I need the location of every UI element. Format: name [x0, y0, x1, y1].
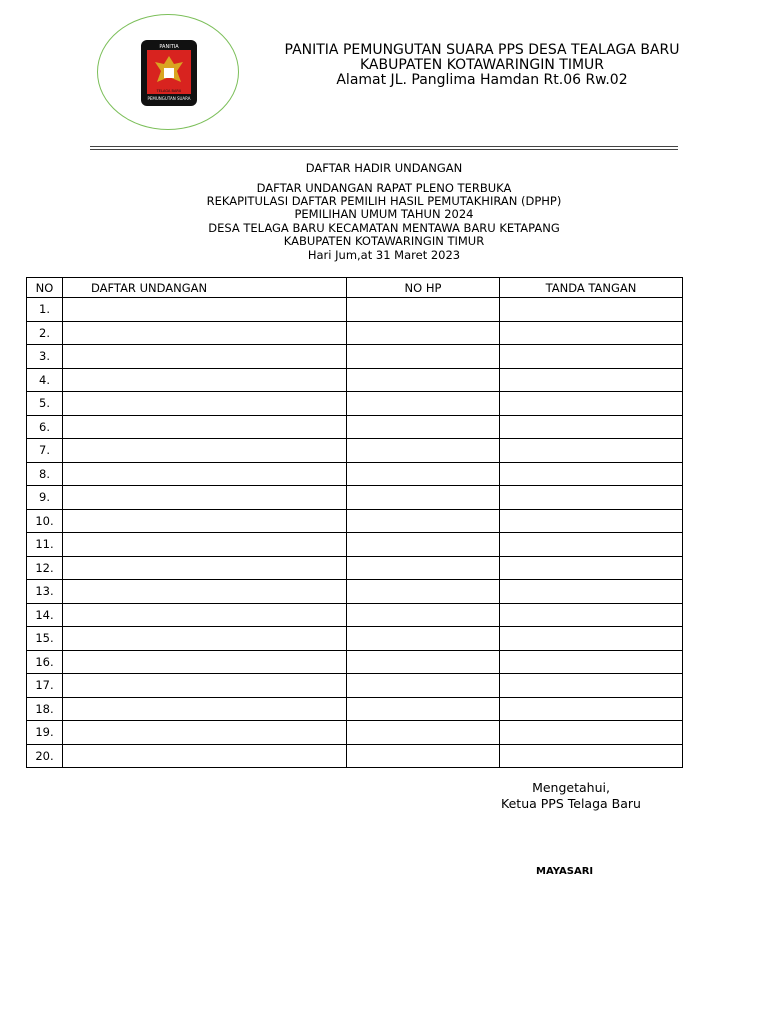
- signature-cell[interactable]: [500, 345, 683, 369]
- invitee-name-cell[interactable]: [63, 533, 347, 557]
- signature-cell[interactable]: [500, 462, 683, 486]
- table-row: [27, 744, 683, 768]
- row-number: 13.: [27, 580, 63, 604]
- phone-number-cell[interactable]: [347, 486, 500, 510]
- invitee-name-cell[interactable]: [63, 368, 347, 392]
- signature-cell[interactable]: [500, 368, 683, 392]
- table-row: [27, 368, 683, 392]
- table-row: [27, 580, 683, 604]
- invitee-name-cell[interactable]: [63, 298, 347, 322]
- row-number: 18.: [27, 697, 63, 721]
- phone-number-cell[interactable]: [347, 298, 500, 322]
- garuda-emblem-icon: [141, 40, 197, 106]
- row-number: 10.: [27, 509, 63, 533]
- phone-number-cell[interactable]: [347, 556, 500, 580]
- header-regency: KABUPATEN KOTAWARINGIN TIMUR: [359, 57, 605, 73]
- invitee-name-cell[interactable]: [63, 721, 347, 745]
- invitee-name-cell[interactable]: [63, 674, 347, 698]
- phone-number-cell[interactable]: [347, 580, 500, 604]
- invitee-name-cell[interactable]: [63, 580, 347, 604]
- signature-cell[interactable]: [500, 533, 683, 557]
- signature-cell[interactable]: [500, 603, 683, 627]
- row-number: 17.: [27, 674, 63, 698]
- doc-title-line4: DESA TELAGA BARU KECAMATAN MENTAWA BARU KETAPANG: [208, 221, 560, 235]
- table-row: [27, 674, 683, 698]
- invitee-name-cell[interactable]: [63, 392, 347, 416]
- doc-heading: DAFTAR HADIR UNDANGAN: [305, 161, 463, 175]
- signature-cell[interactable]: [500, 650, 683, 674]
- doc-title-line1: DAFTAR UNDANGAN RAPAT PLENO TERBUKA: [256, 181, 512, 195]
- logo-text-top: PANITIA: [159, 44, 179, 50]
- table-row: [27, 697, 683, 721]
- phone-number-cell[interactable]: [347, 603, 500, 627]
- invitee-name-cell[interactable]: [63, 650, 347, 674]
- signature-cell[interactable]: [500, 392, 683, 416]
- doc-date: Hari Jum,at 31 Maret 2023: [307, 248, 461, 262]
- signature-cell[interactable]: [500, 580, 683, 604]
- phone-number-cell[interactable]: [347, 697, 500, 721]
- row-number: 1.: [27, 298, 63, 322]
- row-number: 12.: [27, 556, 63, 580]
- signature-title: Ketua PPS Telaga Baru: [501, 796, 641, 811]
- col-header-phone: NO HP: [347, 278, 500, 298]
- header-rule-bottom: [90, 149, 678, 150]
- table-row: [27, 627, 683, 651]
- attendance-table-body: [27, 298, 683, 768]
- signature-cell[interactable]: [500, 697, 683, 721]
- table-row: [27, 415, 683, 439]
- signature-cell[interactable]: [500, 627, 683, 651]
- col-header-invitee: DAFTAR UNDANGAN: [63, 278, 347, 298]
- header-address: Alamat JL. Panglima Hamdan Rt.06 Rw.02: [336, 72, 628, 88]
- phone-number-cell[interactable]: [347, 415, 500, 439]
- signature-cell[interactable]: [500, 721, 683, 745]
- row-number: 2.: [27, 321, 63, 345]
- row-number: 14.: [27, 603, 63, 627]
- doc-title-line5: KABUPATEN KOTAWARINGIN TIMUR: [283, 234, 485, 248]
- phone-number-cell[interactable]: [347, 533, 500, 557]
- row-number: 16.: [27, 650, 63, 674]
- table-row: [27, 650, 683, 674]
- doc-title-line2: REKAPITULASI DAFTAR PEMILIH HASIL PEMUTAKHIRAN (DPHP): [206, 194, 562, 208]
- row-number: 19.: [27, 721, 63, 745]
- phone-number-cell[interactable]: [347, 509, 500, 533]
- table-row: [27, 556, 683, 580]
- table-row: [27, 321, 683, 345]
- invitee-name-cell[interactable]: [63, 486, 347, 510]
- phone-number-cell[interactable]: [347, 345, 500, 369]
- signature-cell[interactable]: [500, 415, 683, 439]
- phone-number-cell[interactable]: [347, 368, 500, 392]
- table-row: [27, 462, 683, 486]
- table-row: [27, 603, 683, 627]
- row-number: 5.: [27, 392, 63, 416]
- phone-number-cell[interactable]: [347, 650, 500, 674]
- row-number: 20.: [27, 744, 63, 768]
- table-row: [27, 392, 683, 416]
- signature-cell[interactable]: [500, 298, 683, 322]
- invitee-name-cell[interactable]: [63, 321, 347, 345]
- invitee-name-cell[interactable]: [63, 509, 347, 533]
- attendance-table: [26, 277, 683, 768]
- phone-number-cell[interactable]: [347, 321, 500, 345]
- signature-acknowledged: Mengetahui,: [532, 780, 610, 795]
- row-number: 7.: [27, 439, 63, 463]
- logo-text-bottom: PEMUNGUTAN SUARA: [147, 96, 191, 101]
- signature-cell[interactable]: [500, 556, 683, 580]
- invitee-name-cell[interactable]: [63, 415, 347, 439]
- doc-title-line3: PEMILIHAN UMUM TAHUN 2024: [294, 207, 474, 221]
- invitee-name-cell[interactable]: [63, 744, 347, 768]
- invitee-name-cell[interactable]: [63, 462, 347, 486]
- invitee-name-cell[interactable]: [63, 556, 347, 580]
- signature-cell[interactable]: [500, 439, 683, 463]
- row-number: 15.: [27, 627, 63, 651]
- row-number: 4.: [27, 368, 63, 392]
- signature-cell[interactable]: [500, 486, 683, 510]
- row-number: 9.: [27, 486, 63, 510]
- phone-number-cell[interactable]: [347, 439, 500, 463]
- logo-text-place: TELAGA BARU: [156, 89, 182, 93]
- row-number: 11.: [27, 533, 63, 557]
- signature-name: MAYASARI: [536, 866, 594, 877]
- invitee-name-cell[interactable]: [63, 603, 347, 627]
- phone-number-cell[interactable]: [347, 674, 500, 698]
- table-row: [27, 486, 683, 510]
- header-rule-top: [90, 146, 678, 147]
- table-row: [27, 509, 683, 533]
- signature-cell[interactable]: [500, 509, 683, 533]
- invitee-name-cell[interactable]: [63, 697, 347, 721]
- phone-number-cell[interactable]: [347, 627, 500, 651]
- row-number: 8.: [27, 462, 63, 486]
- table-row: [27, 298, 683, 322]
- invitee-name-cell[interactable]: [63, 345, 347, 369]
- phone-number-cell[interactable]: [347, 392, 500, 416]
- table-row: [27, 345, 683, 369]
- table-header-row: [27, 278, 683, 298]
- table-row: [27, 533, 683, 557]
- phone-number-cell[interactable]: [347, 744, 500, 768]
- phone-number-cell[interactable]: [347, 462, 500, 486]
- row-number: 6.: [27, 415, 63, 439]
- signature-cell[interactable]: [500, 744, 683, 768]
- invitee-name-cell[interactable]: [63, 627, 347, 651]
- header-committee: PANITIA PEMUNGUTAN SUARA PPS DESA TEALAGA BARU: [284, 42, 680, 58]
- invitee-name-cell[interactable]: [63, 439, 347, 463]
- row-number: 3.: [27, 345, 63, 369]
- phone-number-cell[interactable]: [347, 721, 500, 745]
- col-header-signature: TANDA TANGAN: [500, 278, 683, 298]
- table-row: [27, 439, 683, 463]
- signature-cell[interactable]: [500, 321, 683, 345]
- table-row: [27, 721, 683, 745]
- col-header-no: NO: [27, 278, 63, 298]
- signature-cell[interactable]: [500, 674, 683, 698]
